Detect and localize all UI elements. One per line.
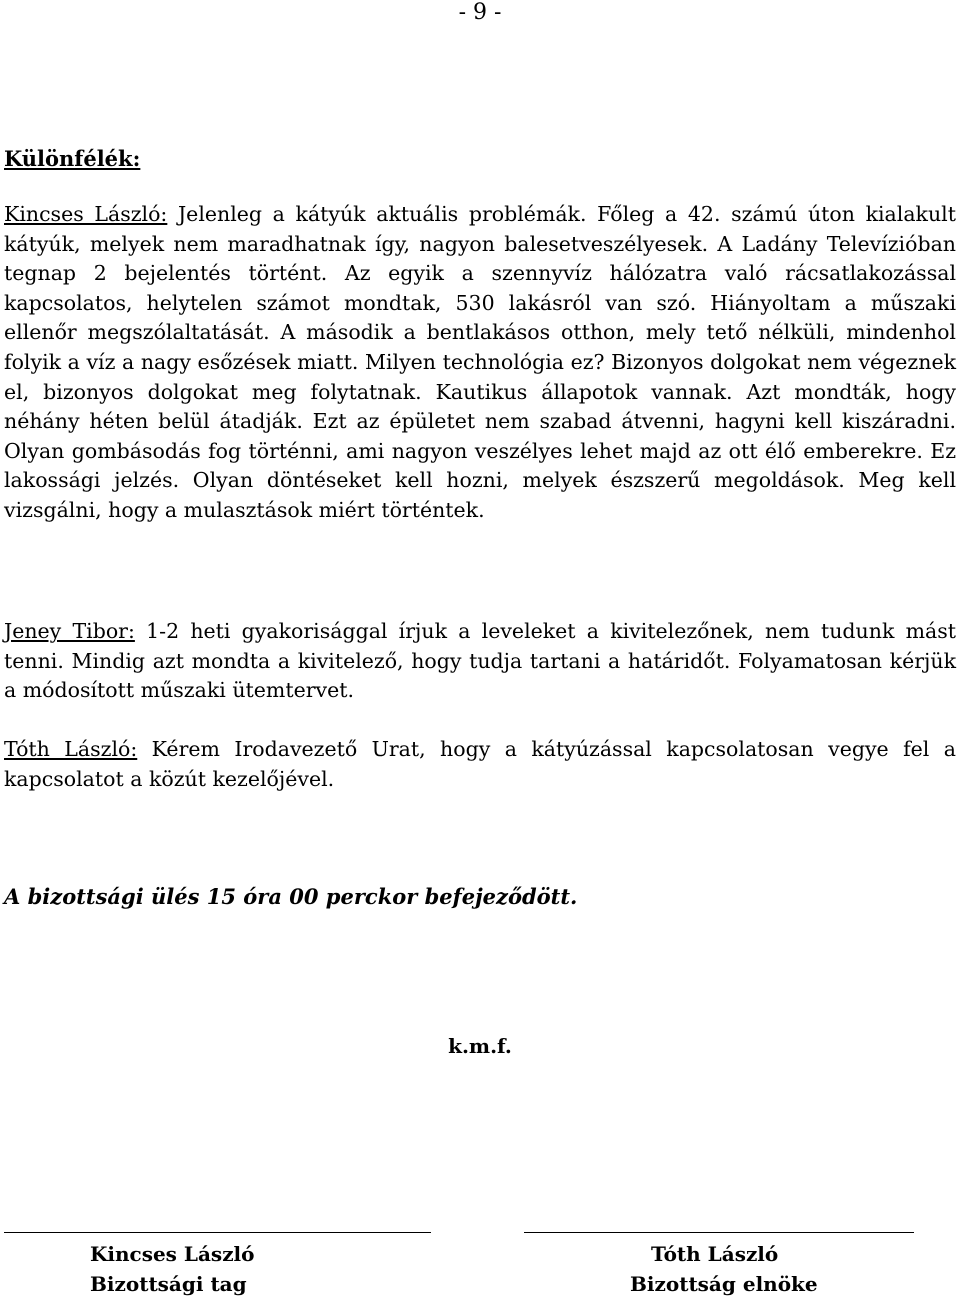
page-number: - 9 - (458, 0, 502, 25)
paragraph-text: Jelenleg a kátyúk aktuális problémák. Főleg a 42. számú úton kialakult kátyúk, melyek nem maradhatnak így, nagyon balesetveszélyesek. A Ladány Televízióban tegnap 2 bejelentés történt. Az egyik a szennyvíz hálózatra való rácsatlakozással kapcsolatos, helytelen számot mondtak, 530 lakásról van szó. Hiányoltam a műszaki ellenőr megszólaltatását. A második a bentlakásos otthon, mely tető nélküli, mindenhol folyik a víz a nagy esőzések miatt. Milyen technológia ez? Bizonyos dolgokat nem végeznek el, bizonyos dolgokat meg folytatnak. Kautikus állapotok vannak. Azt mondták, hogy néhány héten belül átadják. Ezt az épületet nem szabad átvenni, hagyni kell kiszáradni. Olyan gombásodás fog történni, ami nagyon veszélyes lehet majd az ott élő emberekre. Ez lakossági jelzés. Olyan döntéseket kell hozni, melyek észszerű megoldások. Meg kell vizsgálni, hogy a mulasztások miért történtek. (4, 202, 956, 522)
paragraph-toth (4, 735, 956, 794)
section-heading: Különfélék: (4, 146, 141, 171)
closing-statement: A bizottsági ülés 15 óra 00 perckor befejeződött. (4, 884, 578, 909)
signature-role-left: Bizottsági tag (90, 1272, 247, 1296)
signature-role-right: Bizottság elnöke (630, 1272, 818, 1296)
speaker-name: Kincses László: (4, 202, 168, 226)
paragraph-text: Kérem Irodavezető Urat, hogy a kátyúzással kapcsolatosan vegye fel a kapcsolatot a közút kezelőjével. (4, 737, 957, 791)
speaker-name: Tóth László: (4, 737, 138, 761)
paragraph-kincses (4, 200, 956, 526)
signature-line-left (4, 1232, 431, 1233)
signature-name-right: Tóth László (651, 1242, 779, 1266)
kmf-mark: k.m.f. (448, 1034, 512, 1058)
paragraph-text: 1-2 heti gyakorisággal írjuk a leveleket a kivitelezőnek, nem tudunk mást tenni. Mindig azt mondta a kivitelező, hogy tudja tartani a határidőt. Folyamatosan kérjük a módosított műszaki ütemtervet. (4, 619, 956, 703)
speaker-name: Jeney Tibor: (4, 619, 135, 643)
paragraph-jeney (4, 617, 956, 706)
signature-line-right (524, 1232, 914, 1233)
signature-name-left: Kincses László (90, 1242, 255, 1266)
